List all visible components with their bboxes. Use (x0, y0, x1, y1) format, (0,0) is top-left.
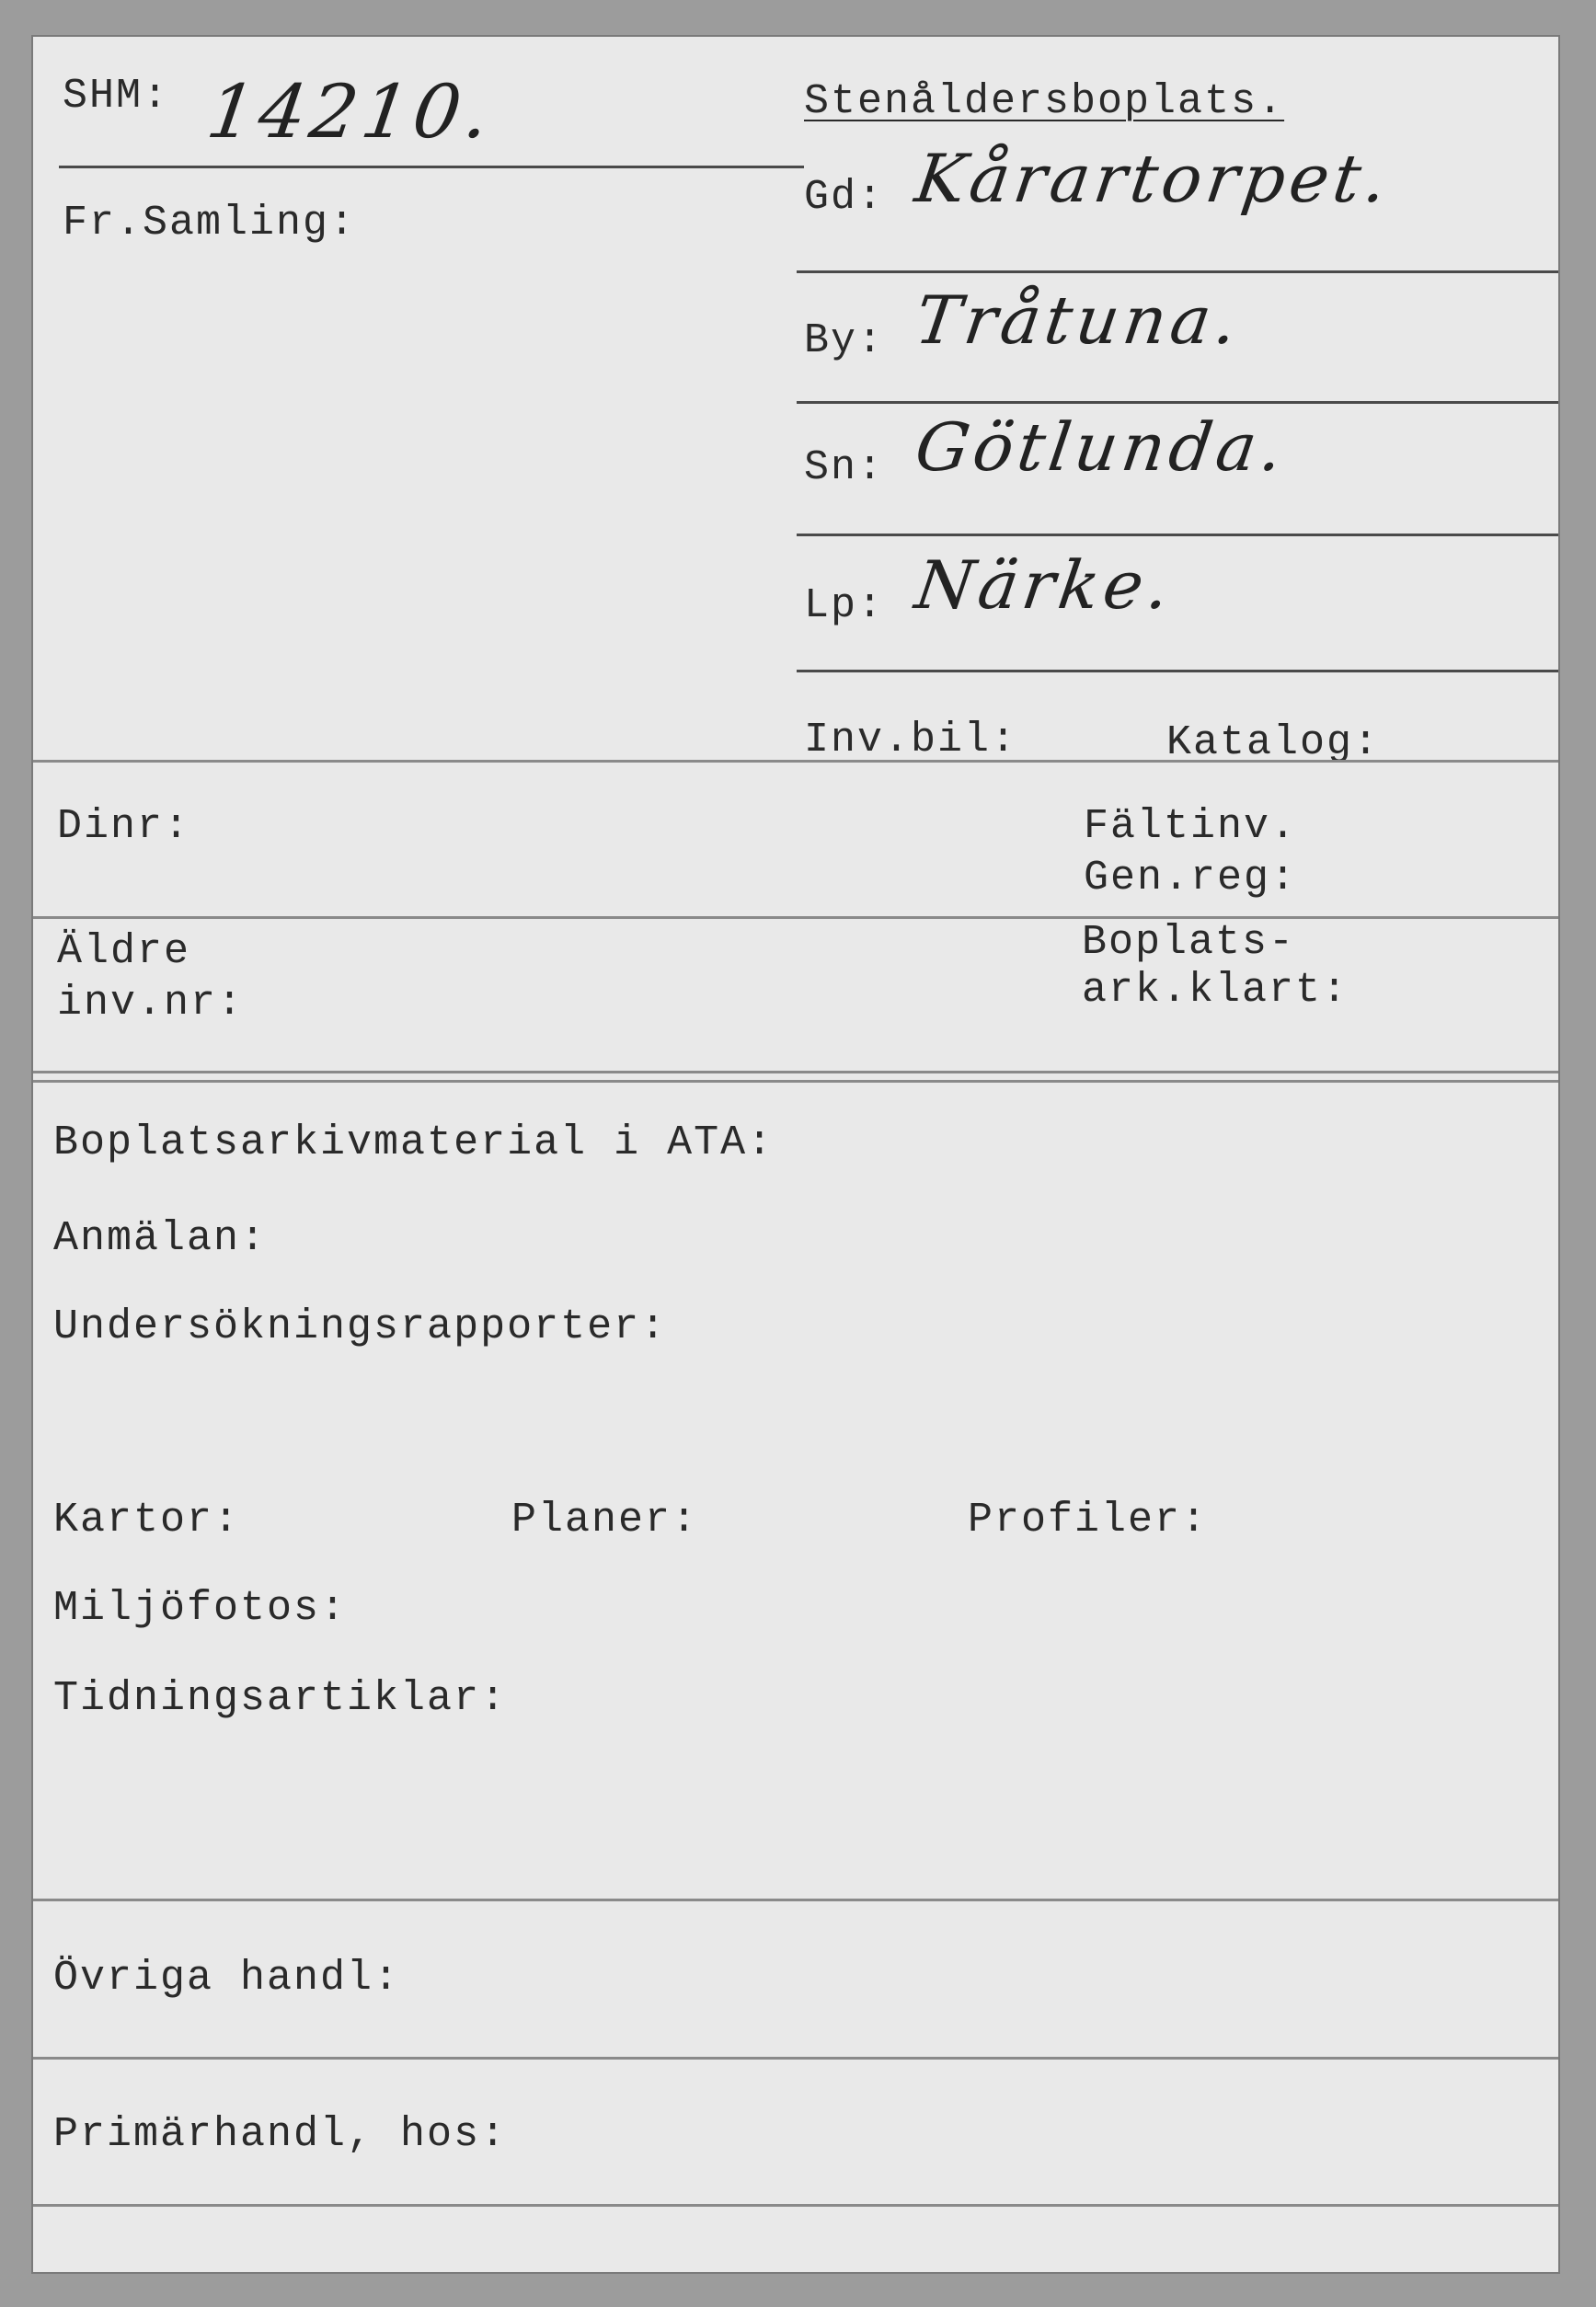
section-divider-3a (33, 1071, 1560, 1073)
section-divider-5 (33, 2057, 1560, 2060)
archive-index-card (31, 35, 1560, 2274)
section-divider-2 (33, 916, 1560, 919)
faltinv-label: Fältinv. (1084, 803, 1298, 850)
shm-number-handwritten: 14210. (201, 69, 499, 155)
fr-samling-label: Fr.Samling: (63, 200, 357, 247)
section-divider-3b (33, 1080, 1560, 1083)
by-value-handwritten: Tråtuna. (911, 281, 1246, 359)
planer-label: Planer: (511, 1497, 699, 1544)
lp-line (797, 670, 1560, 672)
sn-label: Sn: (804, 444, 885, 491)
inv-nr-label: inv.nr: (57, 980, 245, 1027)
genreg-label: Gen.reg: (1084, 855, 1298, 901)
rapporter-label: Undersökningsrapporter: (53, 1303, 668, 1350)
gd-line (797, 270, 1560, 273)
section-divider-6 (33, 2204, 1560, 2207)
ovriga-label: Övriga handl: (53, 1955, 401, 2002)
inv-bil-label: Inv.bil: (804, 717, 1018, 763)
by-label: By: (804, 317, 885, 364)
gd-value-handwritten: Kårartorpet. (911, 140, 1396, 217)
katalog-label: Katalog: (1166, 719, 1381, 766)
profiler-label: Profiler: (968, 1497, 1209, 1544)
aldre-label: Äldre (57, 928, 191, 975)
sn-value-handwritten: Götlunda. (911, 408, 1292, 486)
shm-underline (59, 166, 804, 168)
primar-label: Primärhandl, hos: (53, 2111, 508, 2158)
shm-label: SHM: (63, 73, 170, 120)
lp-value-handwritten: Närke. (911, 546, 1179, 624)
site-type-title: Stenåldersboplats. (804, 78, 1285, 125)
dinr-label: Dinr: (57, 803, 191, 850)
by-line (797, 401, 1560, 404)
ark-klart-label: ark.klart: (1082, 967, 1349, 1014)
tidning-label: Tidningsartiklar: (53, 1675, 508, 1722)
boplats-label: Boplats- (1082, 919, 1296, 966)
lp-label: Lp: (804, 582, 885, 629)
section-divider-4 (33, 1899, 1560, 1901)
section-divider-1 (33, 760, 1560, 763)
sn-line (797, 534, 1560, 536)
anmalan-label: Anmälan: (53, 1215, 268, 1262)
miljofotos-label: Miljöfotos: (53, 1585, 348, 1632)
kartor-label: Kartor: (53, 1497, 241, 1544)
archive-heading: Boplatsarkivmaterial i ATA: (53, 1119, 775, 1166)
gd-label: Gd: (804, 174, 885, 221)
